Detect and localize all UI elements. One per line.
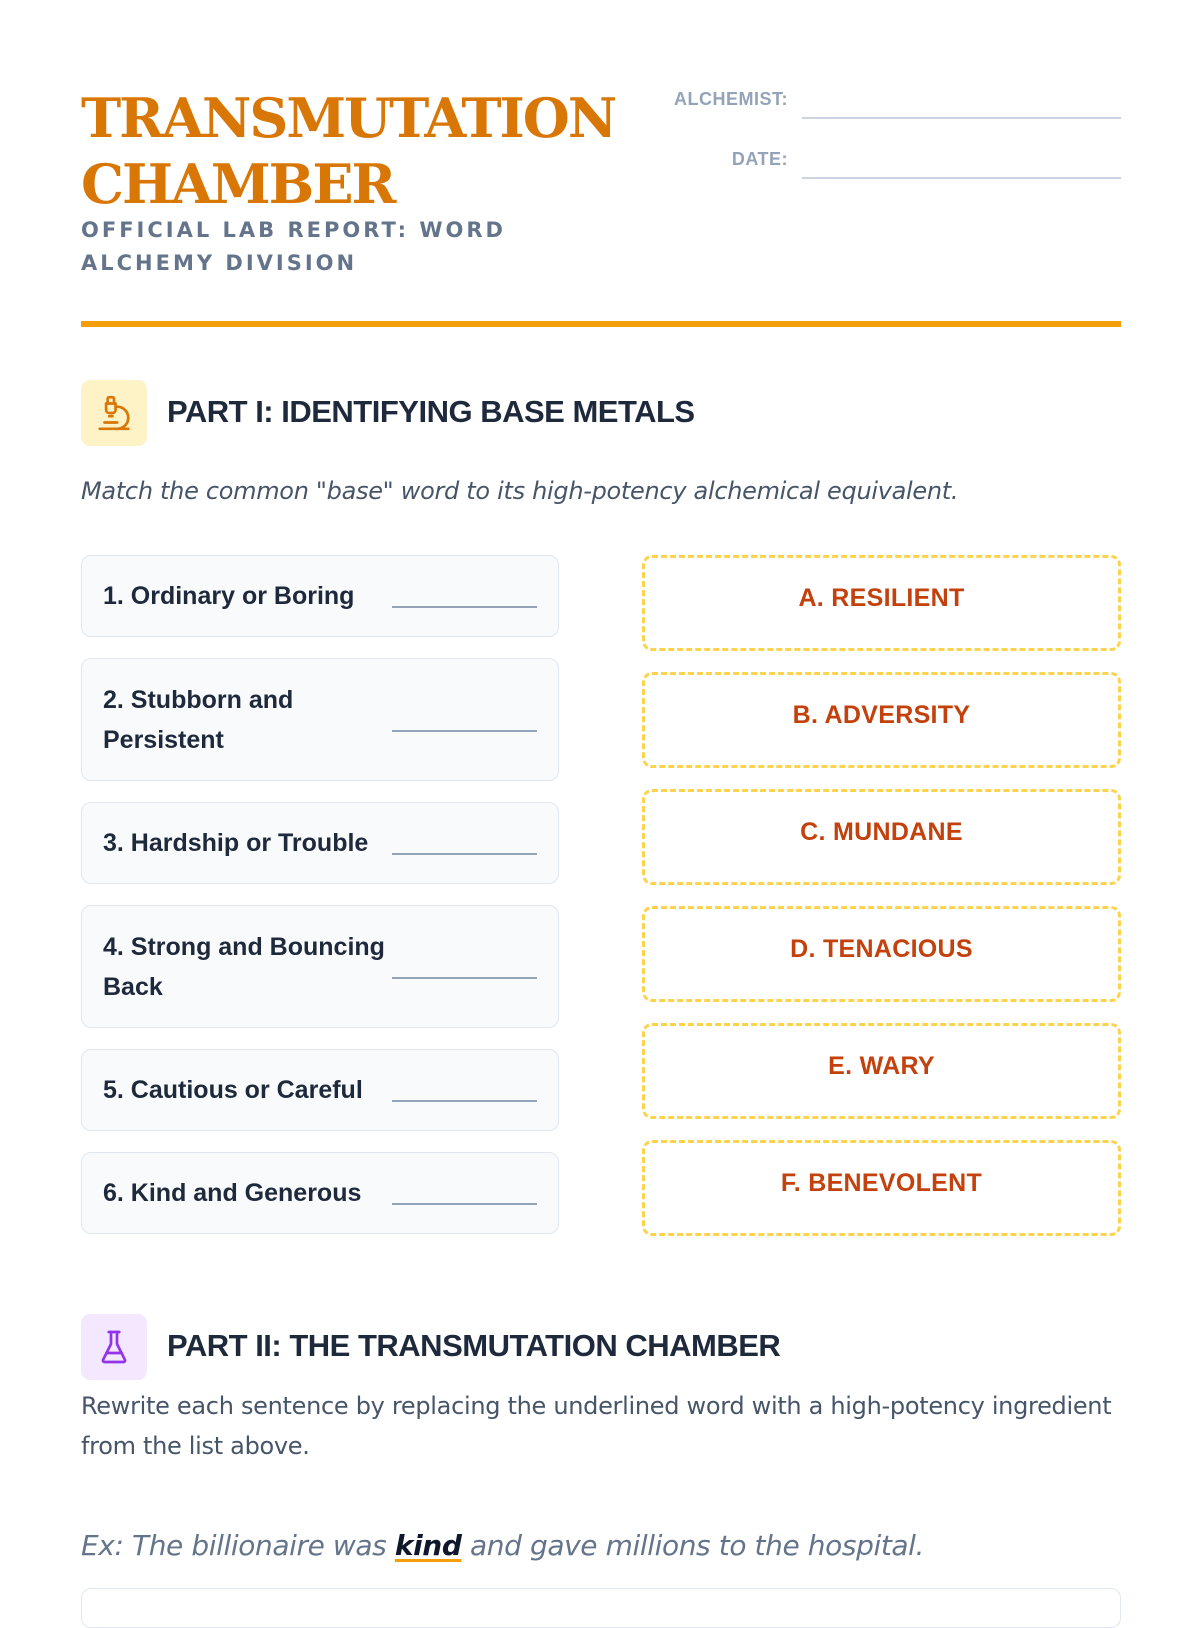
part2-title: PART II: THE TRANSMUTATION CHAMBER bbox=[167, 1328, 781, 1363]
ingredient-card: B. ADVERSITY bbox=[642, 672, 1121, 768]
base-word-item bbox=[81, 1049, 559, 1131]
base-word-item bbox=[81, 1152, 559, 1234]
part1-header bbox=[81, 380, 1121, 446]
alchemist-input-line[interactable] bbox=[802, 117, 1121, 119]
answer-blank[interactable] bbox=[392, 977, 537, 979]
date-input-line[interactable] bbox=[802, 177, 1121, 179]
part2-header bbox=[81, 1314, 1121, 1380]
alchemist-label: ALCHEMIST: bbox=[674, 89, 788, 109]
example-sentence bbox=[81, 1529, 1121, 1562]
base-word-label: 5. Cautious or Careful bbox=[103, 1076, 363, 1104]
answer-blank[interactable] bbox=[392, 853, 537, 855]
alchemist-field[interactable] bbox=[661, 87, 1121, 119]
flask-icon bbox=[81, 1314, 147, 1380]
microscope-icon bbox=[81, 380, 147, 446]
worksheet-title: TRANSMUTATION CHAMBER bbox=[81, 86, 616, 216]
answer-blank[interactable] bbox=[392, 1203, 537, 1205]
base-word-label: 1. Ordinary or Boring bbox=[103, 582, 355, 610]
base-word-label: 3. Hardship or Trouble bbox=[103, 829, 369, 857]
base-word-list bbox=[81, 555, 561, 1255]
base-word-label: 2. Stubborn and Persistent bbox=[103, 686, 294, 754]
answer-box[interactable] bbox=[81, 1588, 1121, 1628]
ingredient-card: E. WARY bbox=[642, 1023, 1121, 1119]
example-prefix: Ex: The billionaire was bbox=[81, 1529, 395, 1562]
ingredient-card: A. RESILIENT bbox=[642, 555, 1121, 651]
header-divider bbox=[81, 321, 1121, 327]
date-label: DATE: bbox=[731, 149, 788, 169]
base-word-item bbox=[81, 555, 559, 637]
base-word-label: 6. Kind and Generous bbox=[103, 1179, 362, 1207]
part1-title: PART I: IDENTIFYING BASE METALS bbox=[167, 394, 695, 429]
example-suffix: and gave millions to the hospital. bbox=[461, 1529, 925, 1562]
base-word-item bbox=[81, 905, 559, 1028]
ingredient-card: D. TENACIOUS bbox=[642, 906, 1121, 1002]
answer-blank[interactable] bbox=[392, 1100, 537, 1102]
worksheet-page bbox=[81, 0, 1121, 1562]
answer-blank[interactable] bbox=[392, 730, 537, 732]
ingredient-list bbox=[642, 555, 1121, 1257]
worksheet-subtitle: OFFICIAL LAB REPORT: WORD ALCHEMY DIVISION bbox=[81, 218, 506, 275]
part1-instructions: Match the common "base" word to its high-potency alchemical equivalent. bbox=[81, 477, 959, 505]
ingredient-card: F. BENEVOLENT bbox=[642, 1140, 1121, 1236]
base-word-label: 4. Strong and Bouncing Back bbox=[103, 933, 385, 1001]
part2-instructions: Rewrite each sentence by replacing the underlined word with a high-potency ingredient from the list above. bbox=[81, 1392, 1112, 1460]
answer-blank[interactable] bbox=[392, 606, 537, 608]
example-keyword: kind bbox=[394, 1529, 462, 1562]
base-word-item bbox=[81, 802, 559, 884]
date-field[interactable] bbox=[661, 147, 1121, 179]
ingredient-card: C. MUNDANE bbox=[642, 789, 1121, 885]
base-word-item bbox=[81, 658, 559, 781]
worksheet-header bbox=[81, 0, 1121, 330]
